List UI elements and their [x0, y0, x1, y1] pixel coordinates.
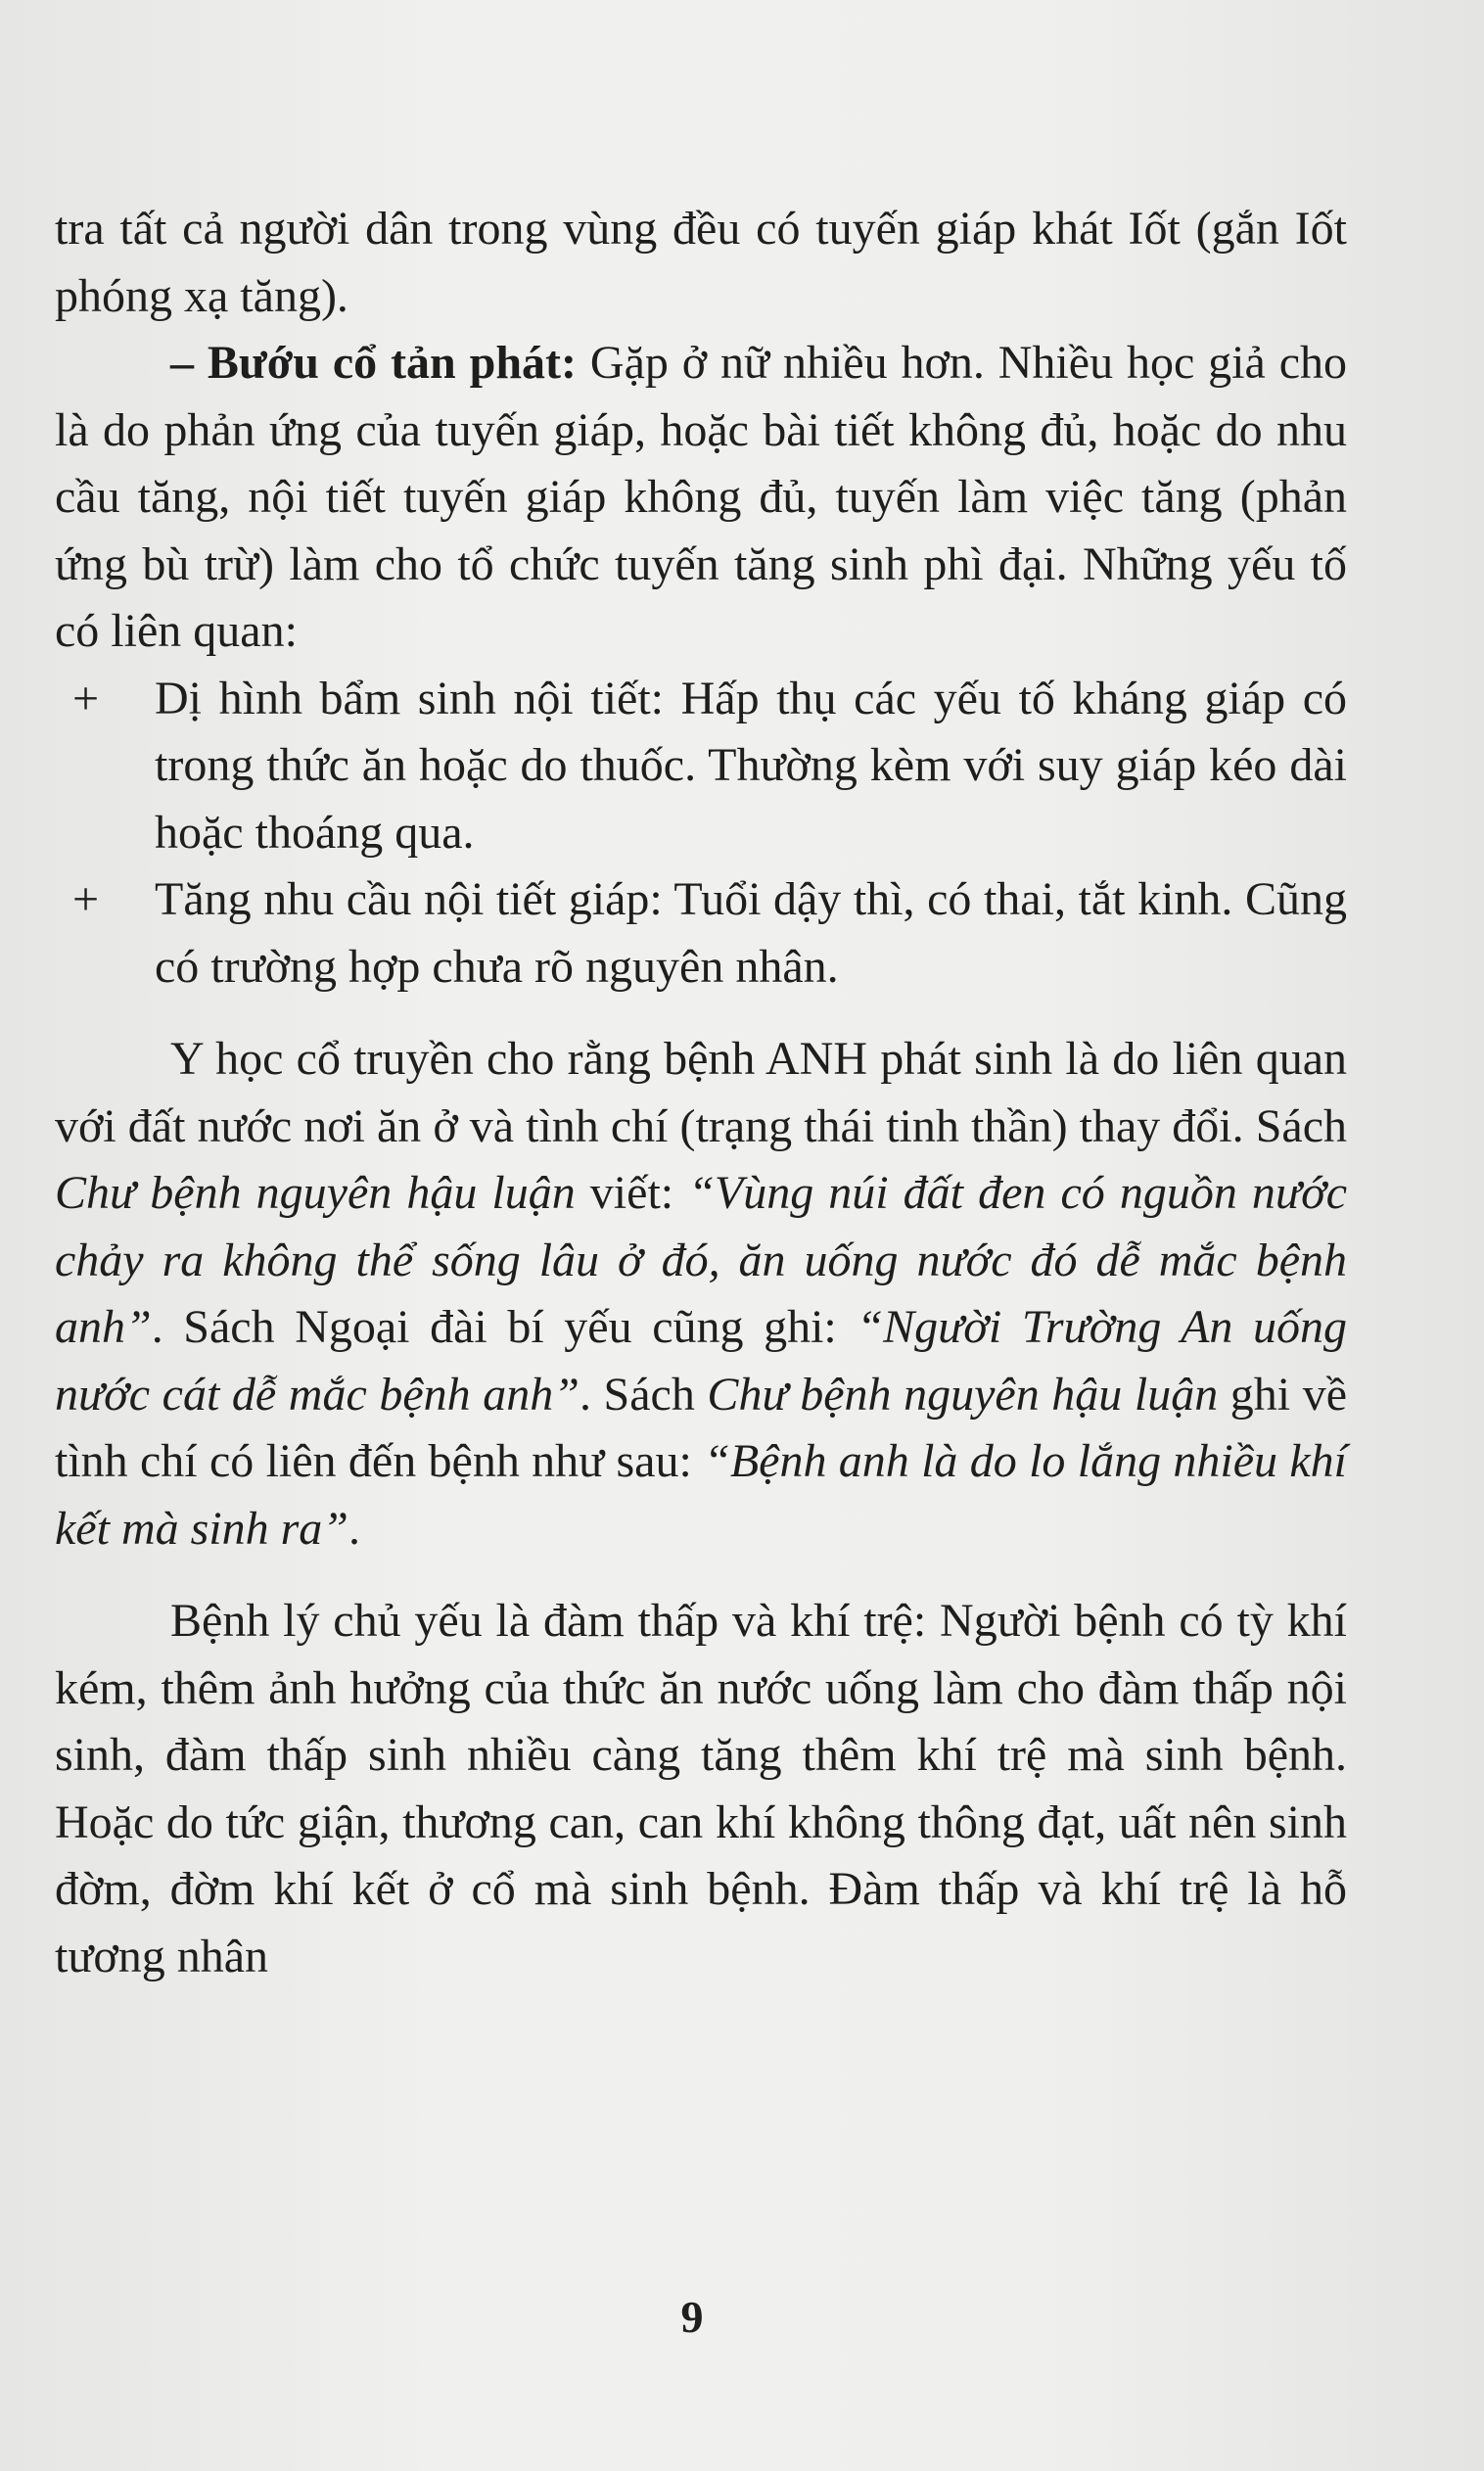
bullet-item	[55, 866, 1347, 1001]
body-text	[55, 196, 1347, 1990]
bullet-text: Tăng nhu cầu nội tiết giáp: Tuổi dậy thì, có thai, tắt kinh. Cũng có trường hợp chưa rõ nguyên nhân.	[155, 873, 1347, 993]
text-span: . Sách Ngoại đài bí yếu cũng ghi:	[151, 1301, 858, 1353]
text-span: . Sách	[579, 1368, 708, 1421]
bullet-mark: +	[72, 873, 100, 925]
page-number: 9	[680, 2292, 704, 2342]
text-span: .	[348, 1502, 360, 1555]
quotation: “Người Trường An uống nước cát dễ mắc bệnh anh”	[55, 1301, 1347, 1421]
paragraph-traditional-medicine	[55, 1026, 1347, 1562]
bullet-item	[55, 666, 1347, 867]
paragraph-continuation: tra tất cả người dân trong vùng đều có tuyến giáp khát Iốt (gắn Iốt phóng xạ tăng).	[55, 203, 1347, 322]
paragraph-body: Gặp ở nữ nhiều hơn. Nhiều học giả cho là do phản ứng của tuyến giáp, hoặc bài tiết không đủ, hoặc do nhu cầu tăng, nội tiết tuyến giáp không đủ, tuyến làm việc tăng (phản ứng bù trừ) làm cho tổ chức tuyến tăng sinh phì đại. Những yếu tố có liên quan:	[55, 337, 1347, 657]
book-title: Chư bệnh nguyên hậu luận	[707, 1368, 1219, 1421]
quotation: “Vùng núi đất đen có nguồn nước chảy ra không thể sống lâu ở đó, ăn uống nước đó dễ mắc bệnh anh”	[55, 1167, 1348, 1353]
text-span: Y học cổ truyền cho rằng bệnh ANH phát sinh là do liên quan với đất nước nơi ăn ở và tình chí (trạng thái tinh thần) thay đổi. Sách	[55, 1033, 1347, 1152]
bullet-text: Dị hình bẩm sinh nội tiết: Hấp thụ các yếu tố kháng giáp có trong thức ăn hoặc do thuốc. Thường kèm với suy giáp kéo dài hoặc thoáng qua.	[155, 672, 1347, 859]
paragraph-lead-bold: – Bướu cổ tản phát:	[170, 337, 578, 389]
paragraph-sporadic-goiter	[55, 330, 1347, 666]
book-title: Chư bệnh nguyên hậu luận	[55, 1167, 576, 1219]
text-span: viết:	[575, 1167, 689, 1219]
quotation: “Bệnh anh là do lo lắng nhiều khí kết mà sinh ra”	[55, 1435, 1347, 1555]
paragraph-pathology: Bệnh lý chủ yếu là đàm thấp và khí trệ: Người bệnh có tỳ khí kém, thêm ảnh hưởng của thức ăn nước uống làm cho đàm thấp nội sinh, đàm thấp sinh nhiều càng tăng thêm khí trệ mà sinh bệnh. Hoặc do tức giận, thương can, can khí không thông đạt, uất nên sinh đờm, đờm khí kết ở cổ mà sinh bệnh. Đàm thấp và khí trệ là hỗ tương nhân	[55, 1595, 1347, 1982]
text-span: ghi về tình chí có liên đến bệnh như sau:	[55, 1368, 1348, 1487]
bullet-mark: +	[72, 672, 100, 724]
